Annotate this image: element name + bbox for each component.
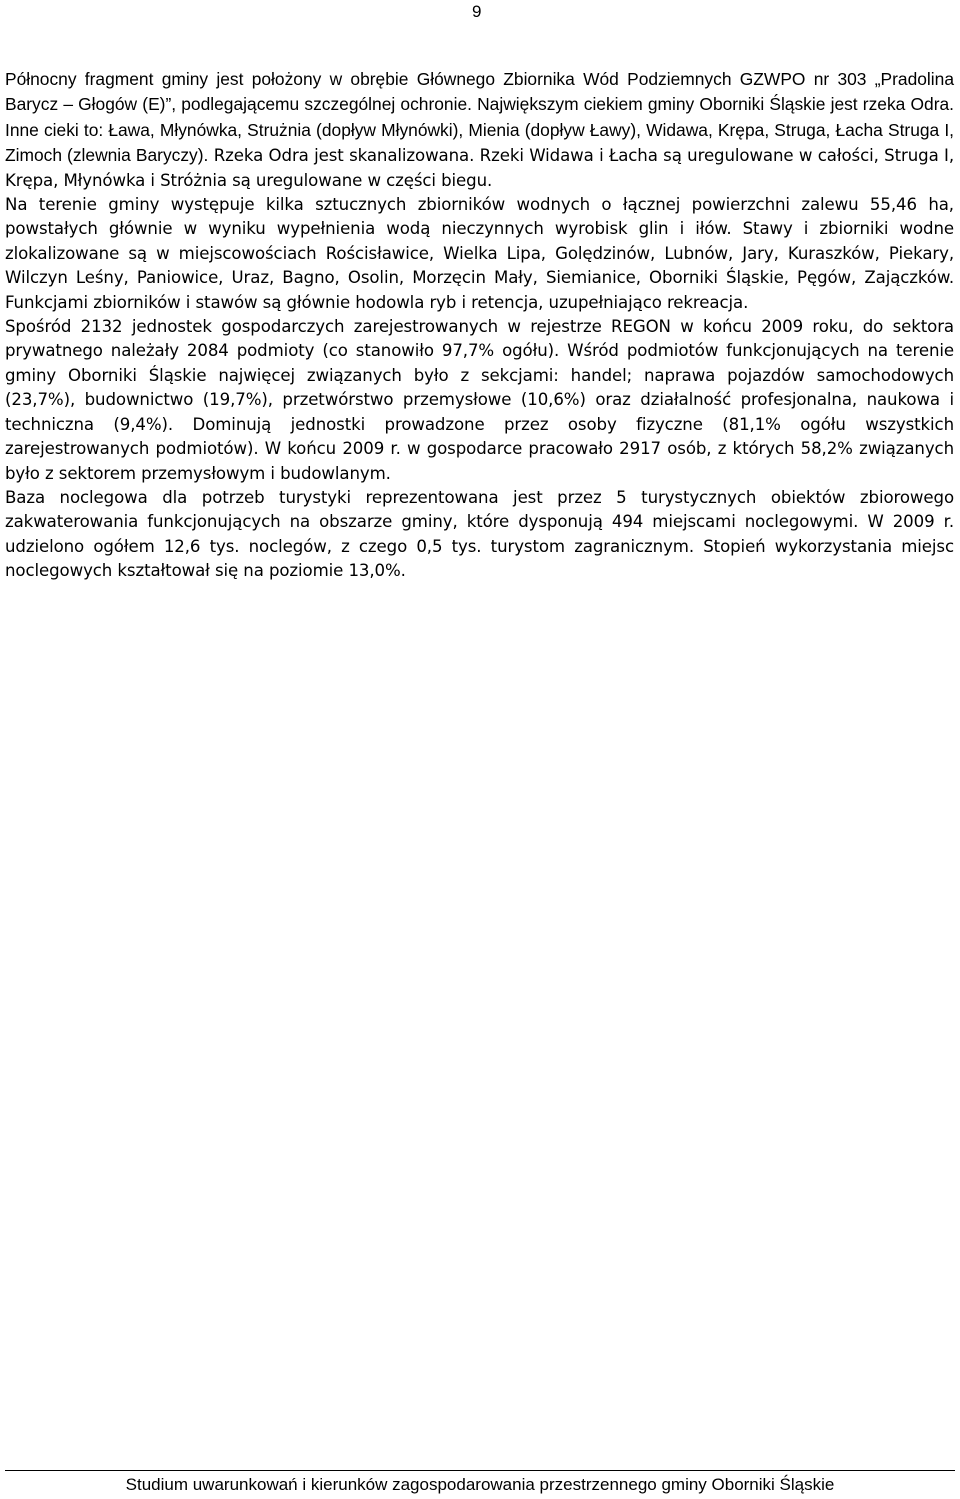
paragraph-tourism: Baza noclegowa dla potrzeb turystyki reprezentowana jest przez 5 turystycznych obiektów zbiorowego zakwaterowania funkcjonujących na obszarze gminy, które dysponują 494 miejscami noclegowymi. W 2009 r. udzielono ogółem 12,6 tys. noclegów, z czego 0,5 tys. turystom zagranicznym. Stopień wykorzystania miejsc noclegowych kształtował się na poziomie 13,0%. [5,487,954,581]
paragraph-water-resources-rest: Rzeka Odra jest skanalizowana. Rzeki Widawa i Łacha są uregulowane w całości, Struga I, Krępa, Młynówka i Stróżnia są uregulowane w części biegu. [5,146,954,190]
document-body [5,67,954,584]
footer-title: Studium uwarunkowań i kierunków zagospodarowania przestrzennego gminy Oborniki Śląskie [125,1475,835,1494]
paragraph-reservoirs: Na terenie gminy występuje kilka sztucznych zbiorników wodnych o łącznej powierzchni zalewu 55,46 ha, powstałych głównie w wyniku wypełnienia wodą nieczynnych wyrobisk glin i iłów. Stawy i zbiorniki wodne zlokalizowane są w miejscowościach Rościsławice, Wielka Lipa, Golędzinów, Lubnów, Jary, Kuraszków, Piekary, Wilczyn Leśny, Paniowice, Uraz, Bagno, Osolin, Morzęcin Mały, Siemianice, Oborniki Śląskie, Pęgów, Zajączków. Funkcjami zbiorników i stawów są głównie hodowla ryb i retencja, uzupełniająco rekreacja. [5,195,954,312]
paragraph-water-resources-intro: Północny fragment gminy jest położony w obrębie Głównego Zbiornika Wód Podziemnych GZWPO nr 303 „Pradolina Barycz – Głogów (E)”, podlegającemu szczególnej ochronie. Największym ciekiem gminy Oborniki Śląskie jest rzeka Odra. Inne cieki to: Ława, Młynówka, Strużnia (dopływ Młynówki), Mienia (dopływ Ławy), Widawa, Krępa, Struga, Łacha Struga I, Zimoch (zlewnia Baryczy). [5,69,954,166]
paragraph-economy: Spośród 2132 jednostek gospodarczych zarejestrowanych w rejestrze REGON w końcu 2009 roku, do sektora prywatnego należały 2084 podmioty (co stanowiło 97,7% ogółu). Wśród podmiotów funkcjonujących na terenie gminy Oborniki Śląskie najwięcej związanych było z sekcjami: handel; naprawa pojazdów samochodowych (23,7%), budownictwo (19,7%), przetwórstwo przemysłowe (10,6%) oraz działalność profesjonalna, naukowa i techniczna (9,4%). Dominują jednostki prowadzone przez osoby fizyczne (81,1% ogółu wszystkich zarejestrowanych podmiotów). W końcu 2009 r. w gospodarce pracowało 2917 osób, z których 58,2% związanych było z sektorem przemysłowym i budowlanym. [5,317,954,483]
page-number: 9 [472,2,482,21]
footer-divider [5,1470,955,1471]
paragraph-water-resources [5,67,954,193]
